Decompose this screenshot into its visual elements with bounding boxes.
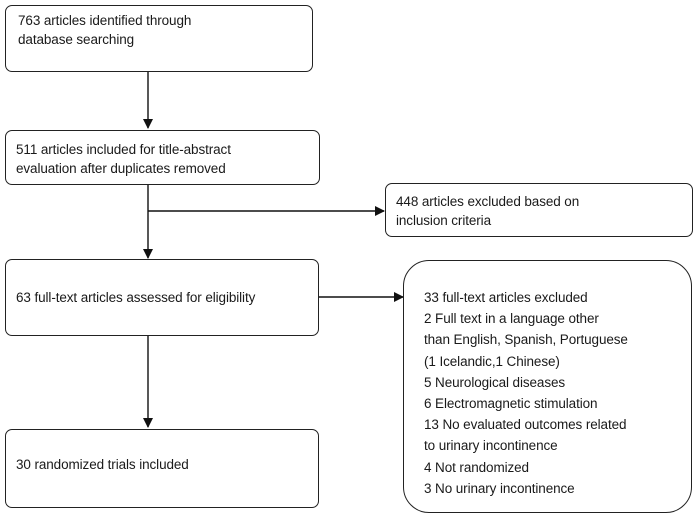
- excluded-line-6: 6 Electromagnetic stimulation: [424, 396, 598, 412]
- box-screened-line-1: 511 articles included for title-abstract: [16, 142, 231, 157]
- box-identified-line-1: 763 articles identified through: [18, 13, 192, 28]
- excluded-line-2: 2 Full text in a language other: [424, 311, 599, 327]
- box-identified-line-2: database searching: [18, 32, 135, 47]
- box-included-line-1: 30 randomized trials included: [16, 457, 189, 472]
- box-screened-text: [16, 140, 231, 178]
- box-excluded-criteria-text: [396, 192, 579, 230]
- excluded-line-10: 3 No urinary incontinence: [424, 480, 575, 496]
- excluded-line-7: 13 No evaluated outcomes related: [424, 417, 627, 433]
- excluded-line-4: (1 Icelandic,1 Chinese): [424, 353, 560, 369]
- box-screened-line-2: evaluation after duplicates removed: [16, 161, 226, 176]
- excluded-line-1: 33 full-text articles excluded: [424, 290, 588, 305]
- box-excluded-criteria-line-1: 448 articles excluded based on: [396, 194, 580, 209]
- excluded-line-3: than English, Spanish, Portuguese: [424, 332, 628, 348]
- box-fulltext-excluded-text: [424, 287, 628, 499]
- excluded-line-5: 5 Neurological diseases: [424, 374, 566, 390]
- box-fulltext-line-1: 63 full-text articles assessed for eligibility: [16, 290, 256, 305]
- box-included-text: [16, 455, 189, 474]
- excluded-line-9: 4 Not randomized: [424, 459, 529, 475]
- box-fulltext-text: [16, 288, 255, 307]
- box-identified-text: [18, 11, 191, 49]
- box-excluded-criteria-line-2: inclusion criteria: [396, 213, 491, 228]
- excluded-line-8: to urinary incontinence: [424, 438, 558, 454]
